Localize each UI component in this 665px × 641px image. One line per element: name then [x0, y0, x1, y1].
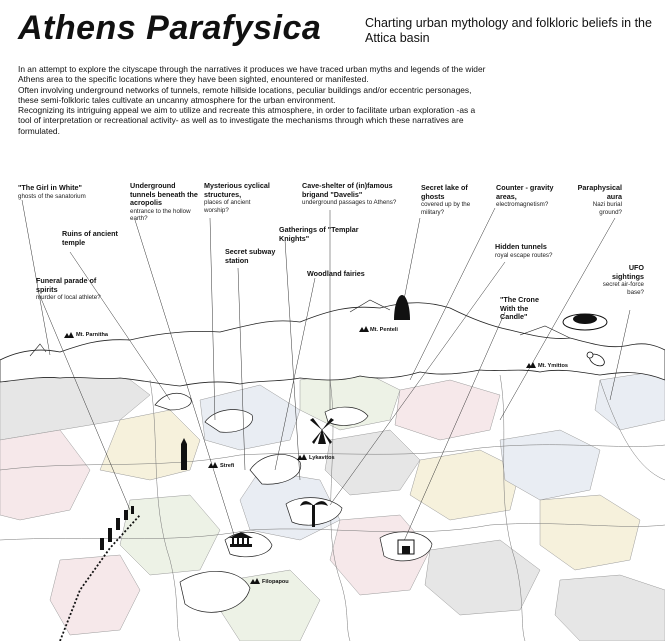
- page-title: Athens Parafysica: [18, 9, 322, 47]
- legend-title: Cave-shelter of (in)famous brigand "Davelis": [302, 181, 393, 199]
- legend-subtitle: entrance to the hollow earth?: [130, 207, 191, 223]
- place-label-lykavitos: Lykavitos: [309, 455, 335, 461]
- legend-counter-gravity: [496, 184, 564, 209]
- place-label-strefi: Strefi: [220, 463, 235, 469]
- intro-paragraph: Recognizing its intriguing appeal we aim to utilize and recreate this atmosphere, in order to facilitate urban exploration -as a tool of interpretation or recreational activity- as well as to investigate the mechanisms through which these narratives are formulated.: [18, 105, 476, 136]
- district-zone: [555, 575, 665, 641]
- legend-title: Gatherings of "Templar Knights": [279, 225, 359, 243]
- legend-subtitle: royal escape routes?: [495, 251, 553, 259]
- district-zone: [0, 430, 90, 520]
- legend-girl-in-white: [18, 184, 113, 200]
- legend-ancient-temple: [62, 230, 132, 247]
- district-zone: [120, 495, 220, 575]
- legend-subtitle: ghosts of the sanatorium: [18, 192, 86, 200]
- district-zone: [325, 430, 420, 495]
- legend-hidden-tunnels: [495, 243, 575, 259]
- legend-subtitle: secret air-force base?: [602, 281, 644, 296]
- place-label-ymittos: Mt. Ymittos: [538, 363, 569, 369]
- legend-subtitle: places of ancient worship?: [204, 199, 251, 214]
- legend-subtitle: electromagnetism?: [496, 201, 549, 209]
- place-label-parnitha: Mt. Parnitha: [76, 332, 109, 338]
- intro-paragraph: Often involving underground networks of tunnels, remote hillside locations, peculiar buildings and/or eccentric personages, these semi-folkloric tales cultivate an uncanny atmosphere for the urban environment.: [18, 84, 472, 105]
- page-subtitle: Charting urban mythology and folkloric beliefs in the Attica basin: [365, 16, 652, 45]
- place-label-filopapou: Filopapou: [262, 579, 289, 585]
- tombstone-icon: [181, 438, 187, 470]
- legend-title: "The Girl in White": [18, 183, 82, 192]
- legend-subtitle: covered up by the military?: [421, 201, 471, 216]
- legend-title: Secret lake of ghosts: [421, 183, 468, 201]
- district-zone: [395, 380, 500, 440]
- legend-title: Underground tunnels beneath the acropolis: [130, 181, 198, 208]
- legend-subtitle: underground passages to Athens?: [302, 199, 397, 207]
- cave-icon: [398, 540, 414, 554]
- legend-title: Hidden tunnels: [495, 242, 547, 251]
- legend-templar-knights: [279, 226, 359, 243]
- legend-subtitle: Nazi burial ground?: [592, 201, 622, 216]
- legend-secret-subway: [225, 248, 280, 265]
- legend-subtitle: murder of local athlete?: [36, 294, 101, 302]
- district-zone: [540, 495, 640, 570]
- legend-title: UFO sightings: [612, 263, 644, 281]
- mountain-ridge: [0, 303, 665, 386]
- hill: [155, 393, 191, 410]
- legend-ufo-sightings: [596, 264, 644, 296]
- legend-title: Secret subway station: [225, 247, 276, 265]
- windmill-icon: [310, 418, 334, 444]
- place-label-penteli: Mt. Penteli: [370, 327, 398, 333]
- district-zone: [50, 555, 140, 635]
- legend-title: Paraphysical aura: [577, 183, 622, 201]
- legend-paraphysical-aura: [572, 184, 622, 216]
- ghost-icon: [394, 295, 410, 320]
- legend-title: "The Crone With the Candle": [500, 295, 539, 322]
- legend-crone-candle: [500, 296, 548, 322]
- intro-paragraph: In an attempt to explore the cityscape through the narratives it produces we have traced urban myths and legends of the wider Athens area to the specific locations where they have been sighted, enountered or manifested.: [18, 64, 486, 85]
- legend-secret-lake: [421, 184, 481, 216]
- legend-acropolis-tunnels: [130, 182, 198, 223]
- legend-title: Ruins of ancient temple: [62, 229, 118, 247]
- legend-title: Woodland fairies: [307, 269, 365, 278]
- legend-title: Counter - gravity areas,: [496, 183, 554, 201]
- legend-woodland-fairies: [307, 270, 387, 279]
- legend-davelis-cave: [302, 182, 404, 207]
- district-zone: [425, 540, 540, 615]
- ufo-icon: [563, 314, 607, 330]
- legend-cyclical-structures: [204, 182, 272, 214]
- legend-title: Mysterious cyclical structures,: [204, 181, 270, 199]
- legend-title: Funeral parade of spirits: [36, 276, 97, 294]
- district-zone: [595, 370, 665, 430]
- legend-funeral-parade: [36, 277, 106, 302]
